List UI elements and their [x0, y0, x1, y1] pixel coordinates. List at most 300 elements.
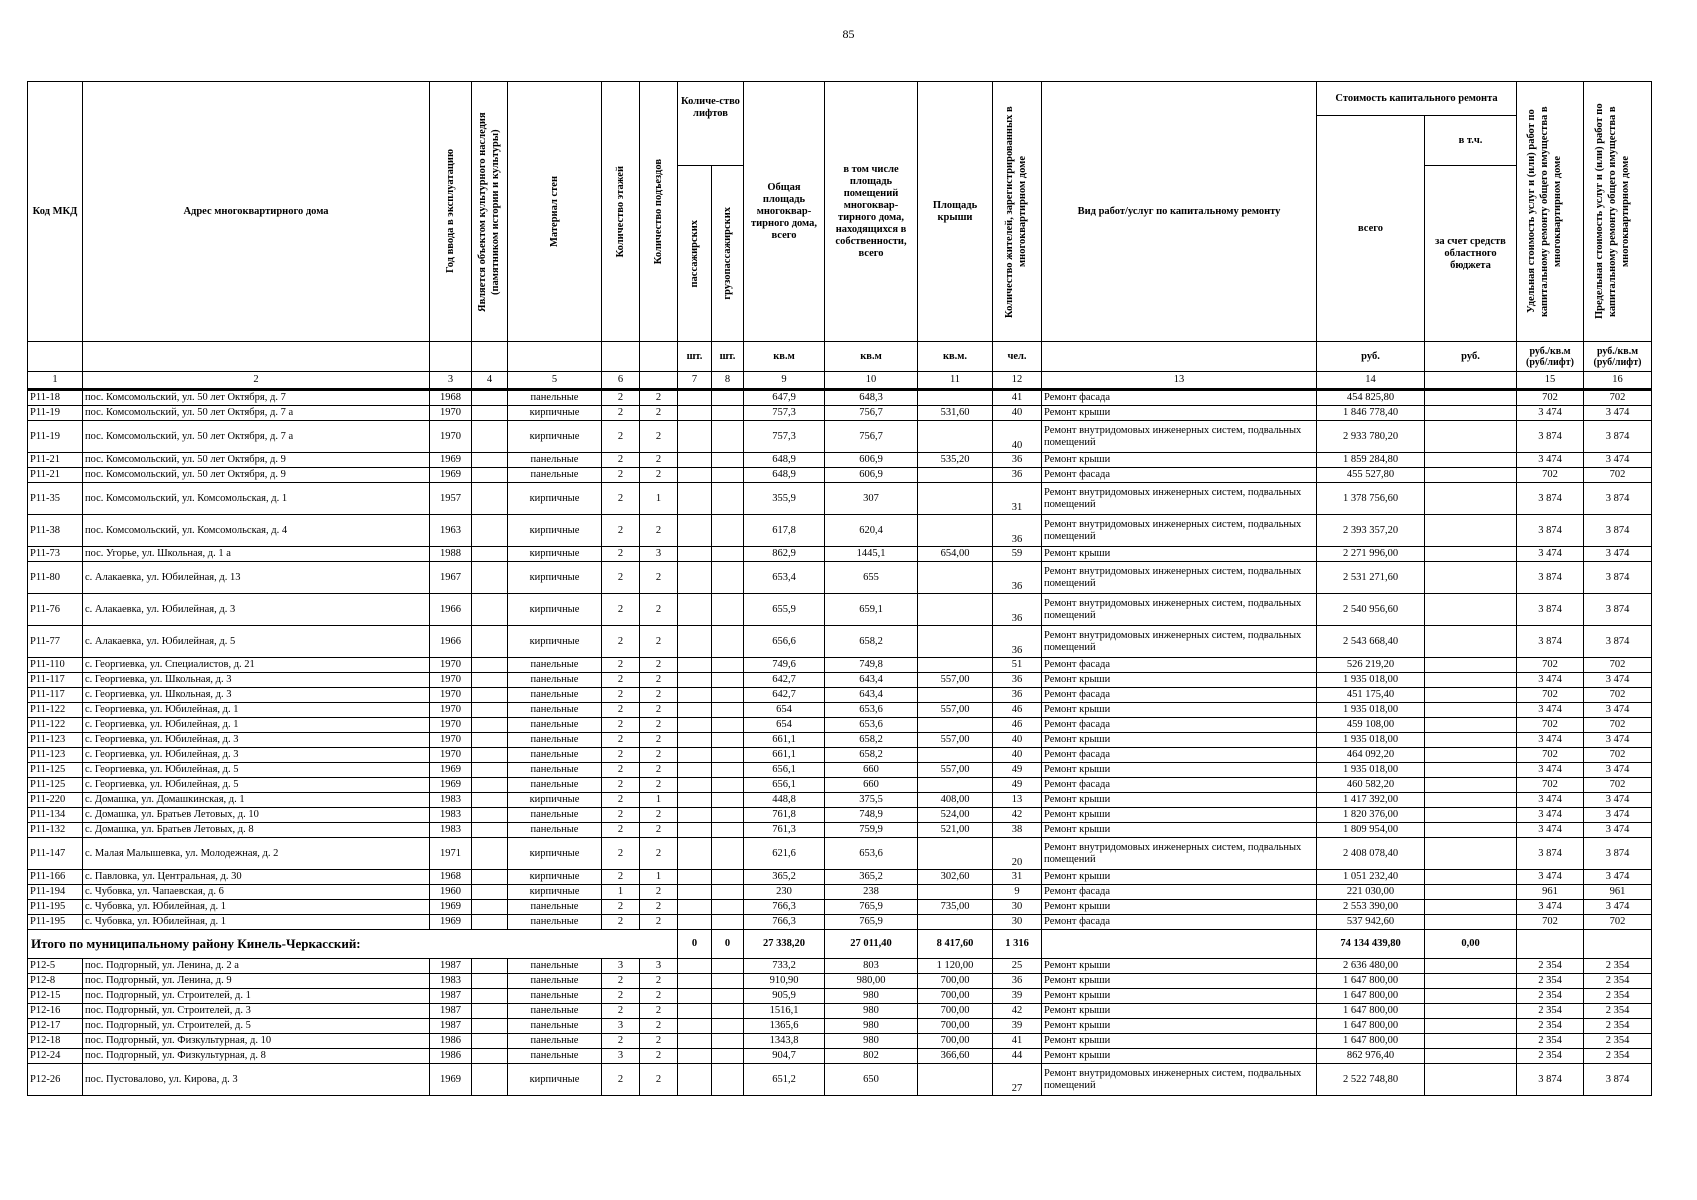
- cell-unit-cost: 3 874: [1517, 838, 1584, 870]
- cell-cost-total: 464 092,20: [1317, 748, 1425, 763]
- cell-empty: [712, 562, 744, 594]
- cell-roof-area: 302,60: [918, 870, 993, 885]
- cell-unit-cost: 3 874: [1517, 483, 1584, 515]
- cell-max-cost: 2 354: [1584, 989, 1652, 1004]
- cell-empty: [678, 468, 712, 483]
- cell-total-area: 365,2: [744, 870, 825, 885]
- cell-residents: 39: [993, 989, 1042, 1004]
- cell-address: с. Георгиевка, ул. Юбилейная, д. 3: [83, 733, 430, 748]
- cell-roof-area: [918, 838, 993, 870]
- cell-entrances: 2: [640, 763, 678, 778]
- cell-unit-cost: 3 474: [1517, 733, 1584, 748]
- cell-year: 1970: [430, 688, 472, 703]
- cell-unit-cost: 3 474: [1517, 406, 1584, 421]
- cell-wall-material: панельные: [508, 658, 602, 673]
- cell-total-area: 766,3: [744, 900, 825, 915]
- cell-residents: 59: [993, 547, 1042, 562]
- cell-empty: [1425, 468, 1517, 483]
- column-number: 11: [918, 372, 993, 390]
- unit-rub-per-m2: руб./кв.м (руб/лифт): [1517, 342, 1584, 372]
- cell-year: 1970: [430, 703, 472, 718]
- cell-cost-total: 2 522 748,80: [1317, 1064, 1425, 1096]
- cell-wall-material: панельные: [508, 688, 602, 703]
- table-body-section-b: [28, 959, 1652, 1096]
- cell-work-type: Ремонт крыши: [1042, 703, 1317, 718]
- cell-floors: 2: [602, 763, 640, 778]
- capital-repair-table: [27, 81, 1652, 1096]
- cell-residents: 30: [993, 900, 1042, 915]
- header-heritage: Является объектом культурного наследия (памятником истории и культуры): [476, 111, 501, 312]
- cell-residents: 40: [993, 748, 1042, 763]
- cell-residents: 41: [993, 390, 1042, 406]
- cell-total-area: 653,4: [744, 562, 825, 594]
- cell-wall-material: панельные: [508, 468, 602, 483]
- cell-cost-total: 1 935 018,00: [1317, 703, 1425, 718]
- cell-wall-material: кирпичные: [508, 838, 602, 870]
- cell-entrances: 2: [640, 406, 678, 421]
- cell-owned-area: 980: [825, 989, 918, 1004]
- cell-total-area: 1365,6: [744, 1019, 825, 1034]
- cell-residents: 46: [993, 703, 1042, 718]
- cell-cost-total: 1 935 018,00: [1317, 673, 1425, 688]
- cell-address: пос. Подгорный, ул. Ленина, д. 2 а: [83, 959, 430, 974]
- cell-floors: 2: [602, 626, 640, 658]
- column-number: 10: [825, 372, 918, 390]
- cell-empty: [712, 885, 744, 900]
- cell-empty: [1425, 658, 1517, 673]
- cell-code: Р12-18: [28, 1034, 83, 1049]
- cell-year: 1970: [430, 406, 472, 421]
- cell-empty: [678, 838, 712, 870]
- cell-address: пос. Комсомольский, ул. 50 лет Октября, д. 7: [83, 390, 430, 406]
- cell-empty: [712, 733, 744, 748]
- cell-empty: [1425, 673, 1517, 688]
- cell-roof-area: [918, 421, 993, 453]
- cell-unit-cost: 3 474: [1517, 703, 1584, 718]
- cell-empty: [678, 718, 712, 733]
- cell-year: 1966: [430, 626, 472, 658]
- cell-empty: [1425, 390, 1517, 406]
- cell-code: Р12-16: [28, 1004, 83, 1019]
- cell-empty: [678, 515, 712, 547]
- cell-entrances: 2: [640, 468, 678, 483]
- cell-year: 1968: [430, 870, 472, 885]
- cell-owned-area: 659,1: [825, 594, 918, 626]
- cell-empty: [712, 838, 744, 870]
- cell-work-type: Ремонт фасада: [1042, 885, 1317, 900]
- cell-empty: [678, 808, 712, 823]
- cell-code: Р11-220: [28, 793, 83, 808]
- cell-empty: [712, 703, 744, 718]
- cell-year: 1969: [430, 468, 472, 483]
- cell-work-type: Ремонт внутридомовых инженерных систем, подвальных помещений: [1042, 838, 1317, 870]
- cell-roof-area: [918, 594, 993, 626]
- cell-cost-total: 1 647 800,00: [1317, 1019, 1425, 1034]
- header-max-cost: Предельная стоимость услуг и (или) работ по капитальному ремонту общего имущества в многоквартирном доме: [1593, 103, 1631, 320]
- cell-empty: [712, 870, 744, 885]
- cell-roof-area: [918, 562, 993, 594]
- cell-roof-area: 535,20: [918, 453, 993, 468]
- cell-entrances: 2: [640, 1034, 678, 1049]
- cell-max-cost: 702: [1584, 718, 1652, 733]
- cell-empty: [678, 1019, 712, 1034]
- cell-empty: [712, 1064, 744, 1096]
- table-row: [28, 733, 1652, 748]
- cell-empty: [472, 974, 508, 989]
- cell-empty: [712, 594, 744, 626]
- cell-address: с. Алакаевка, ул. Юбилейная, д. 13: [83, 562, 430, 594]
- cell-cost-total: 221 030,00: [1317, 885, 1425, 900]
- cell-wall-material: панельные: [508, 808, 602, 823]
- cell-work-type: Ремонт крыши: [1042, 673, 1317, 688]
- cell-entrances: 1: [640, 483, 678, 515]
- cell-cost-total: 1 417 392,00: [1317, 793, 1425, 808]
- cell-empty: [472, 658, 508, 673]
- cell-total-area: 648,9: [744, 468, 825, 483]
- cell-unit-cost: 2 354: [1517, 1049, 1584, 1064]
- cell-empty: [1425, 515, 1517, 547]
- cell-entrances: 3: [640, 547, 678, 562]
- cell-year: 1987: [430, 989, 472, 1004]
- cell-residents: 44: [993, 1049, 1042, 1064]
- table-row: [28, 468, 1652, 483]
- cell-unit-cost: 3 474: [1517, 823, 1584, 838]
- cell-address: с. Домашка, ул. Домашкинская, д. 1: [83, 793, 430, 808]
- cell-owned-area: 1445,1: [825, 547, 918, 562]
- cell-work-type: Ремонт фасада: [1042, 390, 1317, 406]
- column-number: 13: [1042, 372, 1317, 390]
- cell-floors: 2: [602, 658, 640, 673]
- cell-empty: [678, 703, 712, 718]
- cell-address: с. Чубовка, ул. Юбилейная, д. 1: [83, 900, 430, 915]
- cell-unit-cost: 702: [1517, 688, 1584, 703]
- cell-cost-total: 526 219,20: [1317, 658, 1425, 673]
- table-row: [28, 1004, 1652, 1019]
- cell-code: Р11-77: [28, 626, 83, 658]
- total-roof-area: 8 417,60: [918, 930, 993, 959]
- cell-empty: [678, 885, 712, 900]
- unit-pcs: шт.: [678, 342, 712, 372]
- cell-wall-material: панельные: [508, 778, 602, 793]
- cell-address: пос. Подгорный, ул. Ленина, д. 9: [83, 974, 430, 989]
- cell-empty: [712, 778, 744, 793]
- cell-total-area: 661,1: [744, 748, 825, 763]
- cell-wall-material: кирпичные: [508, 515, 602, 547]
- cell-empty: [712, 808, 744, 823]
- cell-entrances: 2: [640, 1004, 678, 1019]
- cell-total-area: 647,9: [744, 390, 825, 406]
- cell-total-area: 1516,1: [744, 1004, 825, 1019]
- cell-address: пос. Подгорный, ул. Строителей, д. 5: [83, 1019, 430, 1034]
- cell-empty: [712, 1019, 744, 1034]
- cell-work-type: Ремонт крыши: [1042, 1049, 1317, 1064]
- cell-wall-material: панельные: [508, 748, 602, 763]
- table-row: [28, 718, 1652, 733]
- cell-entrances: 2: [640, 453, 678, 468]
- cell-empty: [472, 733, 508, 748]
- cell-owned-area: 650: [825, 1064, 918, 1096]
- header-floors: Количество этажей: [615, 165, 626, 258]
- cell-empty: [678, 453, 712, 468]
- table-row: [28, 763, 1652, 778]
- cell-address: с. Георгиевка, ул. Юбилейная, д. 5: [83, 778, 430, 793]
- cell-empty: [472, 989, 508, 1004]
- cell-empty: [1425, 688, 1517, 703]
- cell-work-type: Ремонт крыши: [1042, 733, 1317, 748]
- cell-max-cost: 3 474: [1584, 793, 1652, 808]
- cell-roof-area: [918, 626, 993, 658]
- cell-residents: 39: [993, 1019, 1042, 1034]
- cell-address: с. Домашка, ул. Братьев Летовых, д. 10: [83, 808, 430, 823]
- cell-max-cost: 702: [1584, 748, 1652, 763]
- cell-address: с. Малая Малышевка, ул. Молодежная, д. 2: [83, 838, 430, 870]
- cell-residents: 36: [993, 673, 1042, 688]
- cell-unit-cost: 2 354: [1517, 1019, 1584, 1034]
- cell-floors: 2: [602, 547, 640, 562]
- cell-owned-area: 606,9: [825, 453, 918, 468]
- cell-work-type: Ремонт внутридомовых инженерных систем, подвальных помещений: [1042, 1064, 1317, 1096]
- cell-empty: [712, 748, 744, 763]
- cell-entrances: 2: [640, 778, 678, 793]
- table-row: [28, 900, 1652, 915]
- cell-year: 1987: [430, 959, 472, 974]
- cell-wall-material: панельные: [508, 703, 602, 718]
- cell-roof-area: 700,00: [918, 1034, 993, 1049]
- cell-empty: [1425, 406, 1517, 421]
- cell-unit-cost: 702: [1517, 718, 1584, 733]
- table-row: [28, 673, 1652, 688]
- cell-cost-total: 2 540 956,60: [1317, 594, 1425, 626]
- cell-cost-total: 2 636 480,00: [1317, 959, 1425, 974]
- cell-entrances: 1: [640, 793, 678, 808]
- cell-residents: 31: [993, 870, 1042, 885]
- cell-unit-cost: 2 354: [1517, 959, 1584, 974]
- cell-max-cost: 3 474: [1584, 547, 1652, 562]
- cell-year: 1960: [430, 885, 472, 900]
- cell-unit-cost: 3 474: [1517, 763, 1584, 778]
- cell-cost-total: 1 846 778,40: [1317, 406, 1425, 421]
- cell-floors: 2: [602, 989, 640, 1004]
- cell-empty: [712, 959, 744, 974]
- cell-entrances: 2: [640, 562, 678, 594]
- cell-entrances: 2: [640, 688, 678, 703]
- header-work-type: Вид работ/услуг по капитальному ремонту: [1042, 82, 1317, 342]
- column-number: 9: [744, 372, 825, 390]
- cell-floors: 2: [602, 718, 640, 733]
- cell-owned-area: 653,6: [825, 703, 918, 718]
- cell-floors: 2: [602, 390, 640, 406]
- cell-cost-total: 460 582,20: [1317, 778, 1425, 793]
- cell-code: Р11-122: [28, 703, 83, 718]
- cell-max-cost: 3 474: [1584, 406, 1652, 421]
- cell-year: 1969: [430, 763, 472, 778]
- cell-floors: 2: [602, 1004, 640, 1019]
- cell-total-area: 642,7: [744, 688, 825, 703]
- cell-code: Р11-21: [28, 453, 83, 468]
- table-row: [28, 1049, 1652, 1064]
- cell-address: пос. Угорье, ул. Школьная, д. 1 а: [83, 547, 430, 562]
- cell-year: 1986: [430, 1034, 472, 1049]
- cell-floors: 2: [602, 838, 640, 870]
- cell-roof-area: 366,60: [918, 1049, 993, 1064]
- cell-owned-area: 980: [825, 1004, 918, 1019]
- cell-total-area: 761,8: [744, 808, 825, 823]
- column-number: 4: [472, 372, 508, 390]
- cell-max-cost: 3 474: [1584, 703, 1652, 718]
- cell-roof-area: [918, 748, 993, 763]
- cell-owned-area: 643,4: [825, 673, 918, 688]
- table-row: [28, 778, 1652, 793]
- cell-unit-cost: 702: [1517, 390, 1584, 406]
- cell-total-area: 757,3: [744, 421, 825, 453]
- cell-roof-area: 557,00: [918, 763, 993, 778]
- cell-owned-area: 765,9: [825, 915, 918, 930]
- cell-max-cost: 2 354: [1584, 959, 1652, 974]
- cell-address: с. Алакаевка, ул. Юбилейная, д. 5: [83, 626, 430, 658]
- cell-empty: [472, 808, 508, 823]
- cell-residents: 36: [993, 453, 1042, 468]
- cell-max-cost: 3 474: [1584, 733, 1652, 748]
- cell-owned-area: 238: [825, 885, 918, 900]
- cell-roof-area: 557,00: [918, 673, 993, 688]
- total-lifts-passenger: 0: [678, 930, 712, 959]
- cell-empty: [1425, 703, 1517, 718]
- cell-empty: [678, 562, 712, 594]
- cell-wall-material: кирпичные: [508, 547, 602, 562]
- cell-entrances: 2: [640, 808, 678, 823]
- cell-residents: 40: [993, 733, 1042, 748]
- cell-floors: 2: [602, 703, 640, 718]
- header-address: Адрес многоквартирного дома: [83, 82, 430, 342]
- cell-unit-cost: 3 874: [1517, 515, 1584, 547]
- cell-unit-cost: 2 354: [1517, 974, 1584, 989]
- cell-work-type: Ремонт внутридомовых инженерных систем, подвальных помещений: [1042, 421, 1317, 453]
- cell-empty: [1425, 562, 1517, 594]
- cell-empty: [472, 838, 508, 870]
- cell-max-cost: 702: [1584, 468, 1652, 483]
- cell-roof-area: 700,00: [918, 974, 993, 989]
- cell-roof-area: 700,00: [918, 1019, 993, 1034]
- cell-year: 1983: [430, 793, 472, 808]
- cell-empty: [472, 1064, 508, 1096]
- cell-year: 1987: [430, 1004, 472, 1019]
- column-number: 15: [1517, 372, 1584, 390]
- total-row: [28, 930, 1652, 959]
- cell-work-type: Ремонт внутридомовых инженерных систем, подвальных помещений: [1042, 483, 1317, 515]
- cell-empty: [678, 793, 712, 808]
- table-row: [28, 703, 1652, 718]
- cell-entrances: 2: [640, 626, 678, 658]
- cell-empty: [712, 989, 744, 1004]
- cell-work-type: Ремонт фасада: [1042, 688, 1317, 703]
- cell-empty: [472, 763, 508, 778]
- cell-wall-material: панельные: [508, 453, 602, 468]
- cell-floors: 2: [602, 562, 640, 594]
- cell-roof-area: [918, 658, 993, 673]
- cell-max-cost: 3 474: [1584, 870, 1652, 885]
- cell-max-cost: 2 354: [1584, 1034, 1652, 1049]
- cell-address: с. Георгиевка, ул. Школьная, д. 3: [83, 673, 430, 688]
- cell-owned-area: 660: [825, 763, 918, 778]
- cell-total-area: 910,90: [744, 974, 825, 989]
- cell-wall-material: панельные: [508, 823, 602, 838]
- cell-max-cost: 2 354: [1584, 1049, 1652, 1064]
- cell-year: 1966: [430, 594, 472, 626]
- cell-address: с. Чубовка, ул. Чапаевская, д. 6: [83, 885, 430, 900]
- cell-wall-material: панельные: [508, 673, 602, 688]
- cell-owned-area: 980: [825, 1019, 918, 1034]
- cell-year: 1969: [430, 778, 472, 793]
- cell-empty: [678, 870, 712, 885]
- cell-cost-total: 2 393 357,20: [1317, 515, 1425, 547]
- cell-code: Р11-80: [28, 562, 83, 594]
- cell-roof-area: 735,00: [918, 900, 993, 915]
- cell-year: 1969: [430, 900, 472, 915]
- cell-residents: 49: [993, 778, 1042, 793]
- cell-max-cost: 702: [1584, 390, 1652, 406]
- cell-entrances: 2: [640, 1064, 678, 1096]
- cell-code: Р11-19: [28, 421, 83, 453]
- cell-total-area: 749,6: [744, 658, 825, 673]
- cell-year: 1971: [430, 838, 472, 870]
- cell-work-type: Ремонт крыши: [1042, 793, 1317, 808]
- cell-work-type: Ремонт внутридомовых инженерных систем, подвальных помещений: [1042, 562, 1317, 594]
- cell-empty: [1425, 778, 1517, 793]
- cell-empty: [712, 974, 744, 989]
- cell-entrances: 2: [640, 421, 678, 453]
- cell-empty: [678, 915, 712, 930]
- cell-owned-area: 658,2: [825, 748, 918, 763]
- table-body-section-a: [28, 390, 1652, 930]
- cell-cost-total: 2 933 780,20: [1317, 421, 1425, 453]
- total-cost: 74 134 439,80: [1317, 930, 1425, 959]
- table-row: [28, 626, 1652, 658]
- cell-unit-cost: 702: [1517, 658, 1584, 673]
- cell-total-area: 648,9: [744, 453, 825, 468]
- cell-empty: [1425, 1004, 1517, 1019]
- unit-rub-per-m2: руб./кв.м (руб/лифт): [1584, 342, 1652, 372]
- cell-work-type: Ремонт крыши: [1042, 453, 1317, 468]
- cell-entrances: 2: [640, 823, 678, 838]
- cell-wall-material: панельные: [508, 1019, 602, 1034]
- cell-floors: 2: [602, 483, 640, 515]
- cell-entrances: 2: [640, 974, 678, 989]
- cell-wall-material: кирпичные: [508, 483, 602, 515]
- cell-empty: [712, 626, 744, 658]
- header-lifts-cargo: грузопассажирских: [722, 207, 733, 300]
- cell-unit-cost: 2 354: [1517, 989, 1584, 1004]
- cell-wall-material: кирпичные: [508, 406, 602, 421]
- cell-roof-area: [918, 1064, 993, 1096]
- cell-max-cost: 3 874: [1584, 594, 1652, 626]
- cell-owned-area: 765,9: [825, 900, 918, 915]
- cell-empty: [678, 900, 712, 915]
- cell-empty: [712, 515, 744, 547]
- cell-address: пос. Комсомольский, ул. 50 лет Октября, д. 9: [83, 453, 430, 468]
- cell-empty: [712, 547, 744, 562]
- cell-empty: [678, 763, 712, 778]
- cell-work-type: Ремонт крыши: [1042, 763, 1317, 778]
- cell-owned-area: 660: [825, 778, 918, 793]
- cell-max-cost: 3 474: [1584, 823, 1652, 838]
- cell-unit-cost: 3 874: [1517, 594, 1584, 626]
- table-row: [28, 1064, 1652, 1096]
- cell-total-area: 617,8: [744, 515, 825, 547]
- cell-empty: [712, 1049, 744, 1064]
- cell-floors: 2: [602, 808, 640, 823]
- cell-residents: 36: [993, 974, 1042, 989]
- cell-cost-total: 2 271 996,00: [1317, 547, 1425, 562]
